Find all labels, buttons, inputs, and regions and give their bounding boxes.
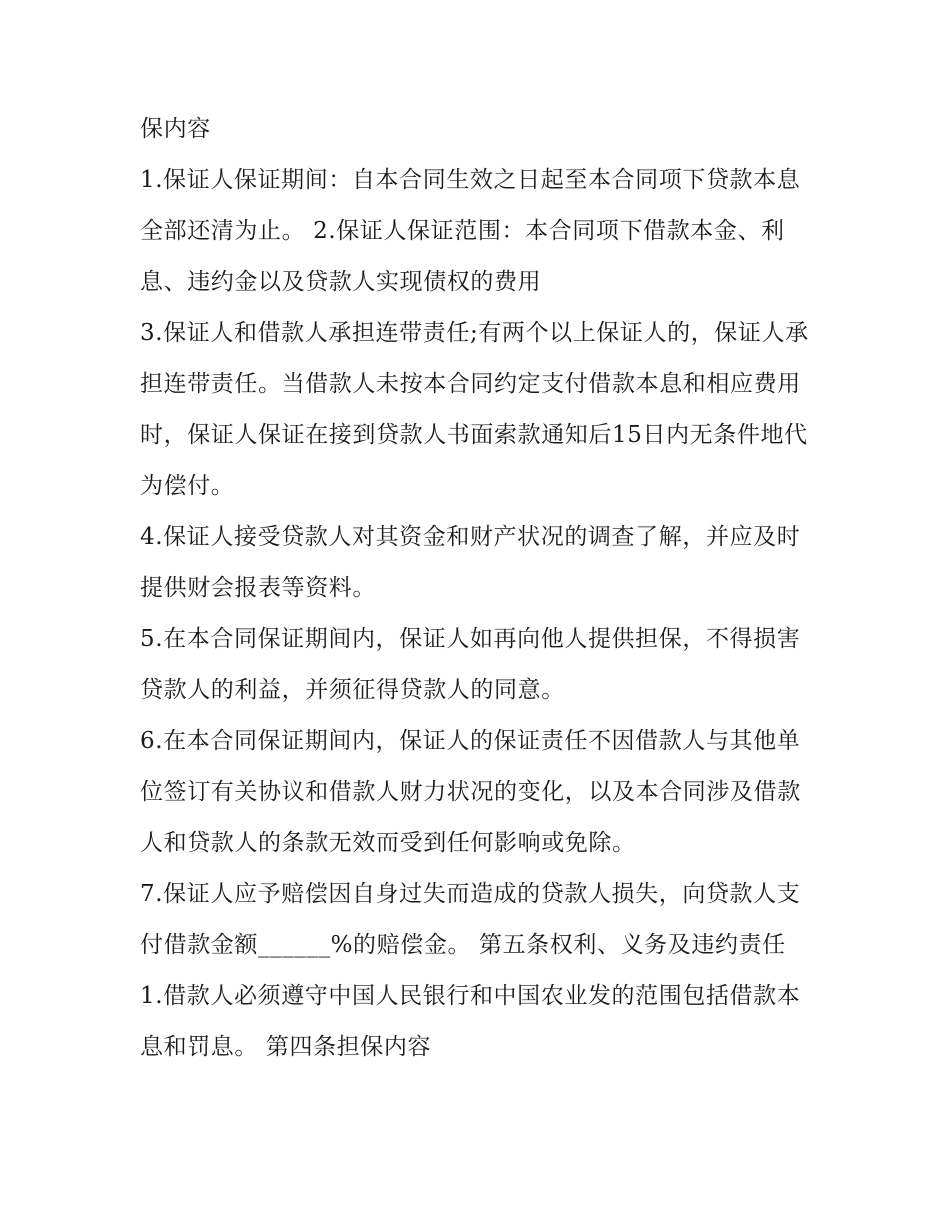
paragraph-clause-3: 3.保证人和借款人承担连带责任;有两个以上保证人的，保证人承担连带责任。当借款人未按本合同约定支付借款本息和相应费用时，保证人保证在接到贷款人书面索款通知后15日内无条件地代为偿付。: [140, 320, 809, 499]
paragraph-clause-1-2: 1.保证人保证期间：自本合同生效之日起至本合同项下贷款本息全部还清为止。 2.保证人保证范围：本合同项下借款本金、利息、违约金以及贷款人实现债权的费用: [140, 167, 801, 295]
document-body: [140, 104, 820, 1073]
paragraph-clause-6: 6.在本合同保证期间内，保证人的保证责任不因借款人与其他单位签订有关协议和借款人财力状况的变化，以及本合同涉及借款人和贷款人的条款无效而受到任何影响或免除。: [140, 728, 801, 856]
paragraph-clause-7: 7.保证人应予赔偿因自身过失而造成的贷款人损失，向贷款人支付借款金额______%的赔偿金。 第五条权利、义务及违约责任: [140, 881, 801, 958]
paragraph-clause-4: 4.保证人接受贷款人对其资金和财产状况的调查了解，并应及时提供财会报表等资料。: [140, 524, 801, 601]
paragraph-article-5-clause-1: 1.借款人必须遵守中国人民银行和中国农业发的范围包括借款本息和罚息。 第四条担保内容: [140, 983, 801, 1060]
paragraph-clause-5: 5.在本合同保证期间内，保证人如再向他人提供担保，不得损害贷款人的利益，并须征得贷款人的同意。: [140, 626, 801, 703]
paragraph-heading-fragment: 保内容: [140, 116, 211, 142]
